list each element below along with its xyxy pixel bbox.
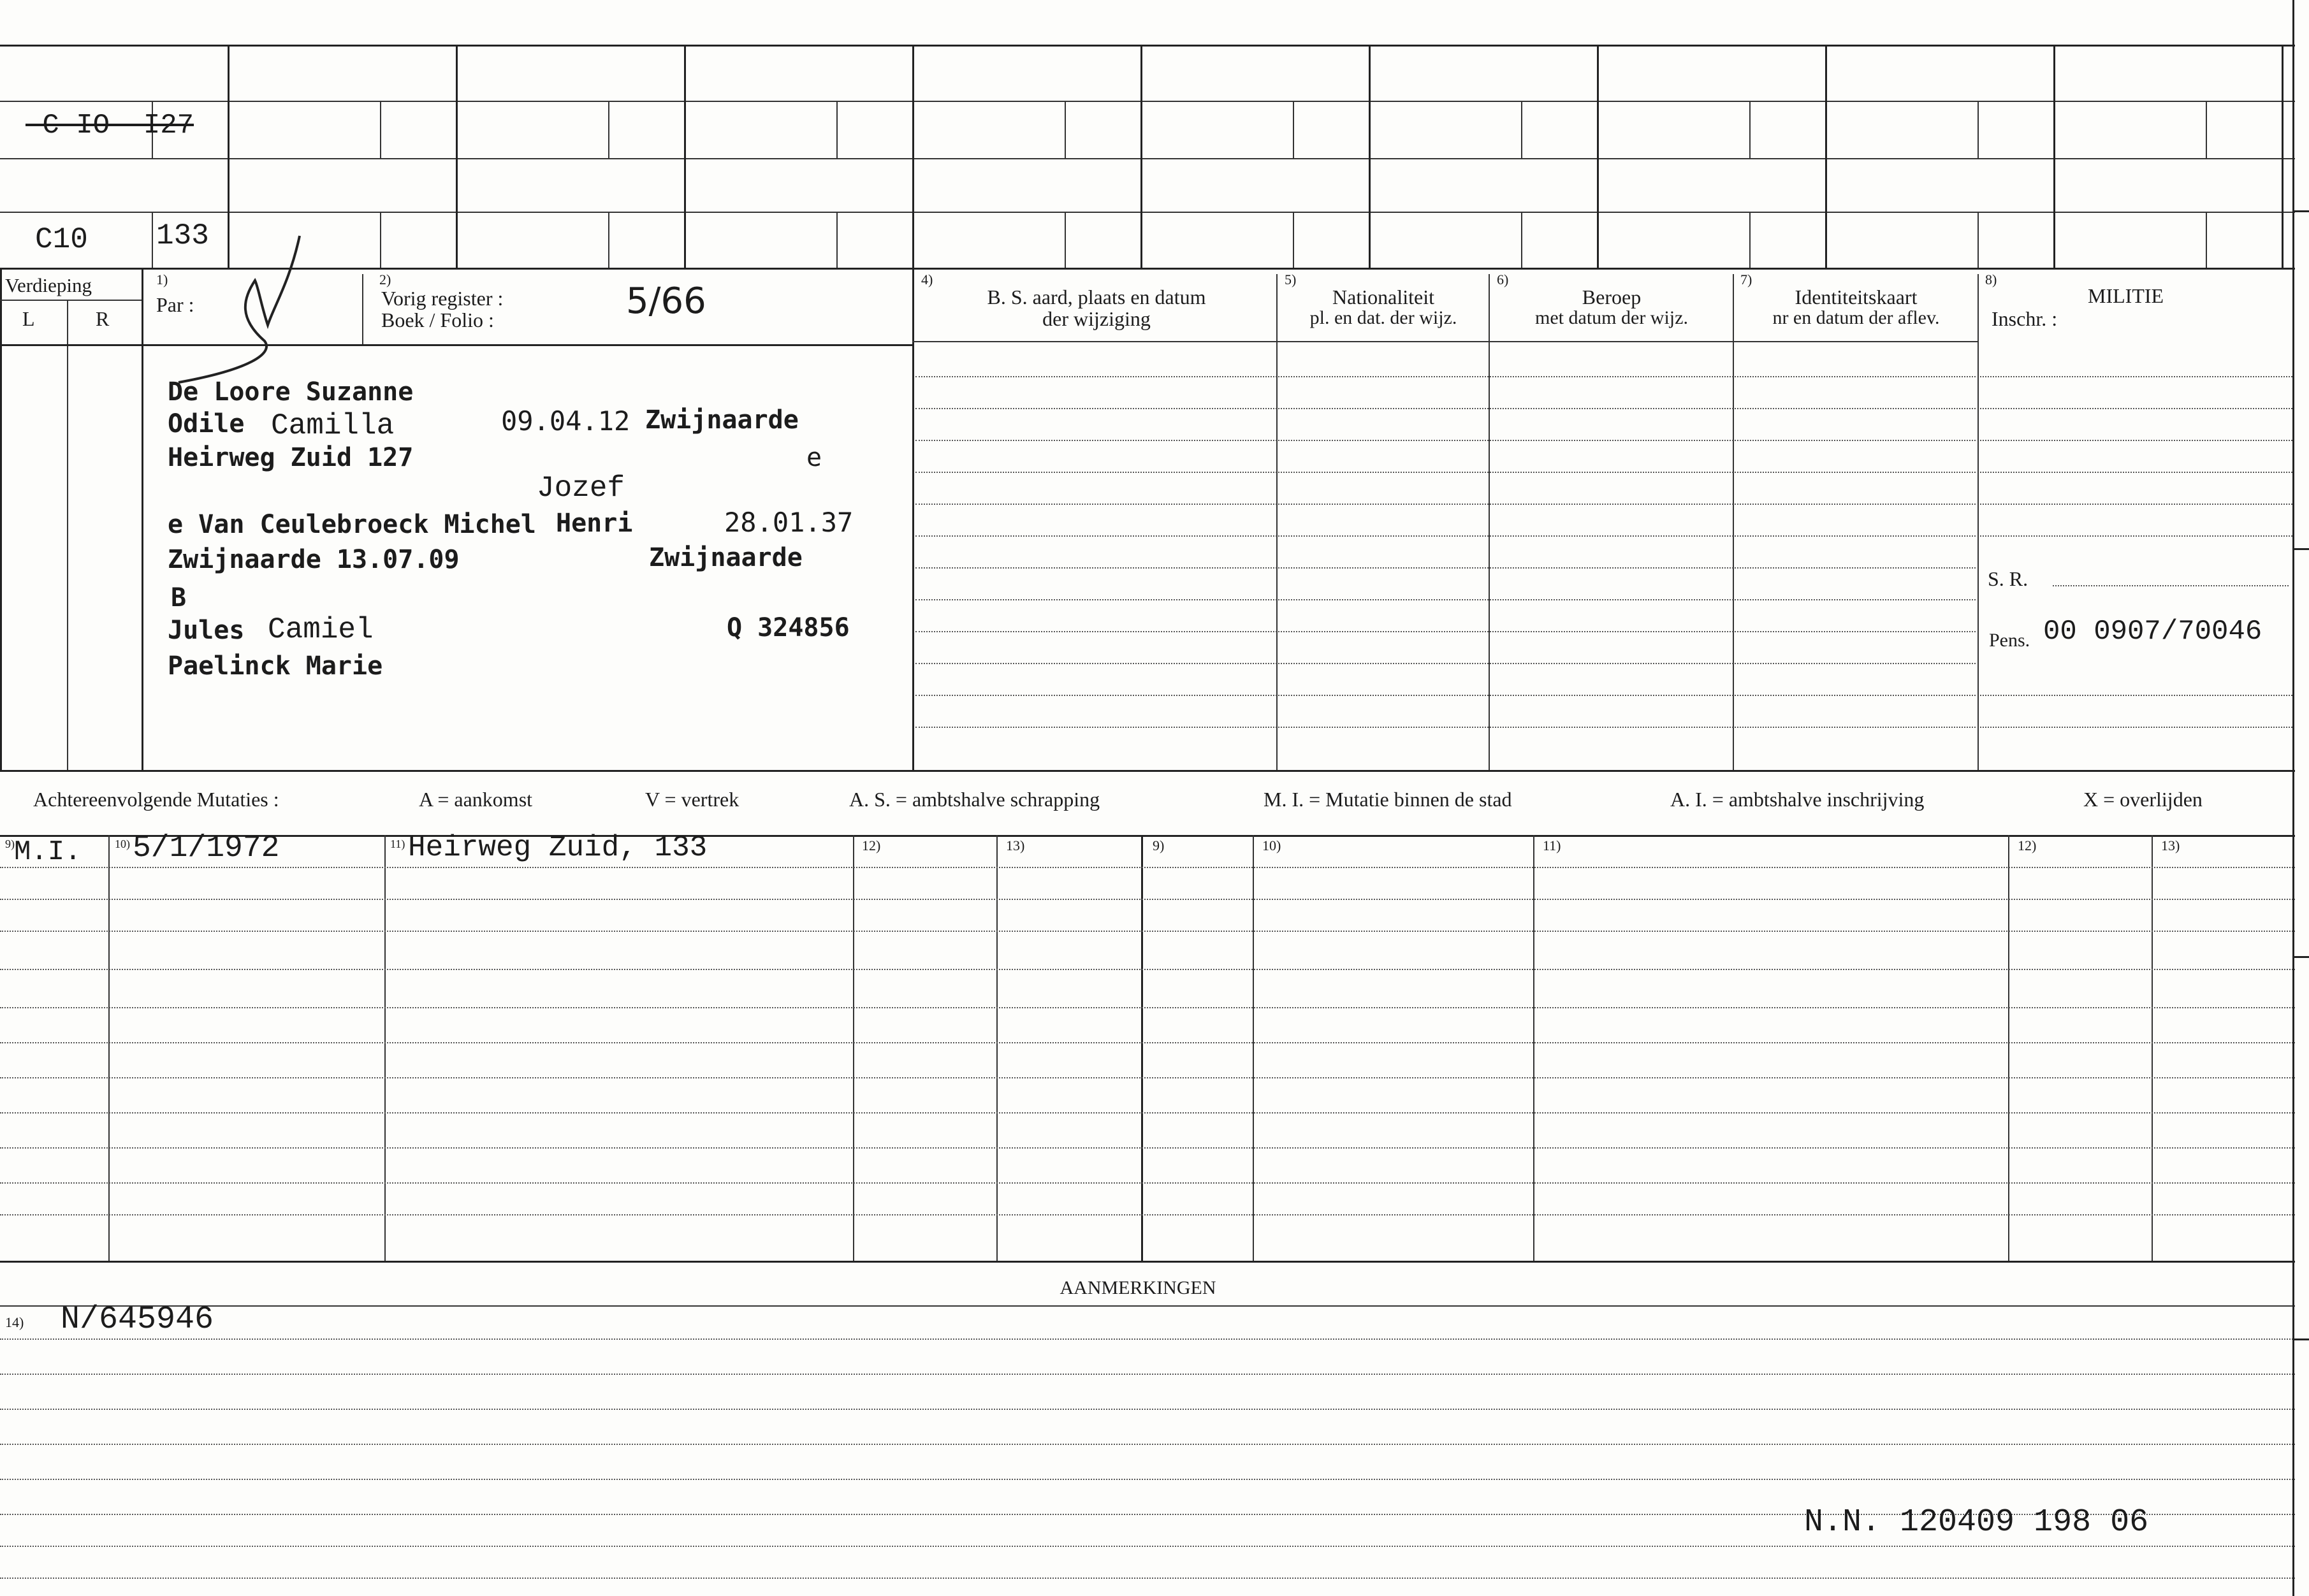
pen-stroke-icon <box>172 229 312 395</box>
mut-col13-left: 13) <box>1006 838 1025 853</box>
militia-pens-label: Pens. <box>1989 630 2030 651</box>
mut-col9-right: 9) <box>1153 838 1165 853</box>
mut-col12-right: 12) <box>2018 838 2037 853</box>
mutations-title: Achtereenvolgende Mutaties : <box>33 788 279 811</box>
col7-line2: nr en datum der aflev. <box>1772 307 1940 328</box>
legend-a: A = aankomst <box>419 788 533 811</box>
floor-label: Verdieping <box>5 274 92 296</box>
par-label: Par : <box>156 293 194 316</box>
col6-line2: met datum der wijz. <box>1535 307 1688 328</box>
mut-col11-left: 11) <box>390 838 405 850</box>
col4-line1: B. S. aard, plaats en datum <box>987 286 1206 308</box>
legend-mi: M. I. = Mutatie binnen de stad <box>1264 788 1512 811</box>
mutation-address: Heirweg Zuid, 133 <box>408 831 708 864</box>
floor-left: L <box>22 307 35 330</box>
col5-line2: pl. en dat. der wijz. <box>1309 307 1457 328</box>
book-folio-value: 5/66 <box>626 280 706 322</box>
mut-col13-right: 13) <box>2161 838 2180 853</box>
col7-line1: Identiteitskaart <box>1795 286 1918 308</box>
floor-right-border <box>142 268 143 771</box>
mutation-type: M.I. <box>14 836 82 868</box>
militia-pens-value: 00 0907/70046 <box>2043 616 2262 648</box>
mutation-date: 5/1/1972 <box>133 831 280 866</box>
legend-v: V = vertrek <box>645 788 739 811</box>
legend-x: X = overlijden <box>2083 788 2203 811</box>
mut-col9-left: 9) <box>5 838 15 850</box>
col5-line1: Nationaliteit <box>1332 286 1434 308</box>
prev-register-num: 2) <box>379 272 391 287</box>
code-prefix: C10 <box>35 223 88 256</box>
struck-code: -C-IO--I27 <box>25 110 194 141</box>
mut-col10-left: 10) <box>115 838 130 850</box>
legend-ai: A. I. = ambtshalve inschrijving <box>1670 788 1925 811</box>
militia-sr: S. R. <box>1988 567 2029 590</box>
col4-num: 4) <box>921 272 933 287</box>
remarks-value: N/645946 <box>61 1302 214 1338</box>
col4-line2: der wijziging <box>1042 307 1151 330</box>
code-number: 133 <box>156 219 209 252</box>
mut-col12-left: 12) <box>862 838 881 853</box>
prev-register-label: Vorig register : <box>381 287 504 310</box>
col6-num: 6) <box>1497 272 1509 287</box>
par-num: 1) <box>156 272 168 287</box>
col6-line1: Beroep <box>1582 286 1642 308</box>
left-border <box>0 268 2 771</box>
remarks-num: 14) <box>5 1314 24 1330</box>
mut-col10-right: 10) <box>1262 838 1281 853</box>
national-number: N.N. 120409 198 06 <box>1804 1504 2149 1541</box>
col8-num: 8) <box>1985 272 1997 287</box>
mut-col11-right: 11) <box>1543 838 1561 853</box>
col7-num: 7) <box>1740 272 1752 287</box>
book-folio-label: Boek / Folio : <box>381 308 494 331</box>
remarks-title: AANMERKINGEN <box>1060 1277 1216 1298</box>
militia-title: MILITIE <box>2088 284 2164 307</box>
legend-as: A. S. = ambtshalve schrapping <box>849 788 1100 811</box>
floor-divider <box>67 300 68 771</box>
floor-right: R <box>96 307 110 330</box>
militia-inschr: Inschr. : <box>1992 307 2058 330</box>
col5-num: 5) <box>1285 272 1297 287</box>
